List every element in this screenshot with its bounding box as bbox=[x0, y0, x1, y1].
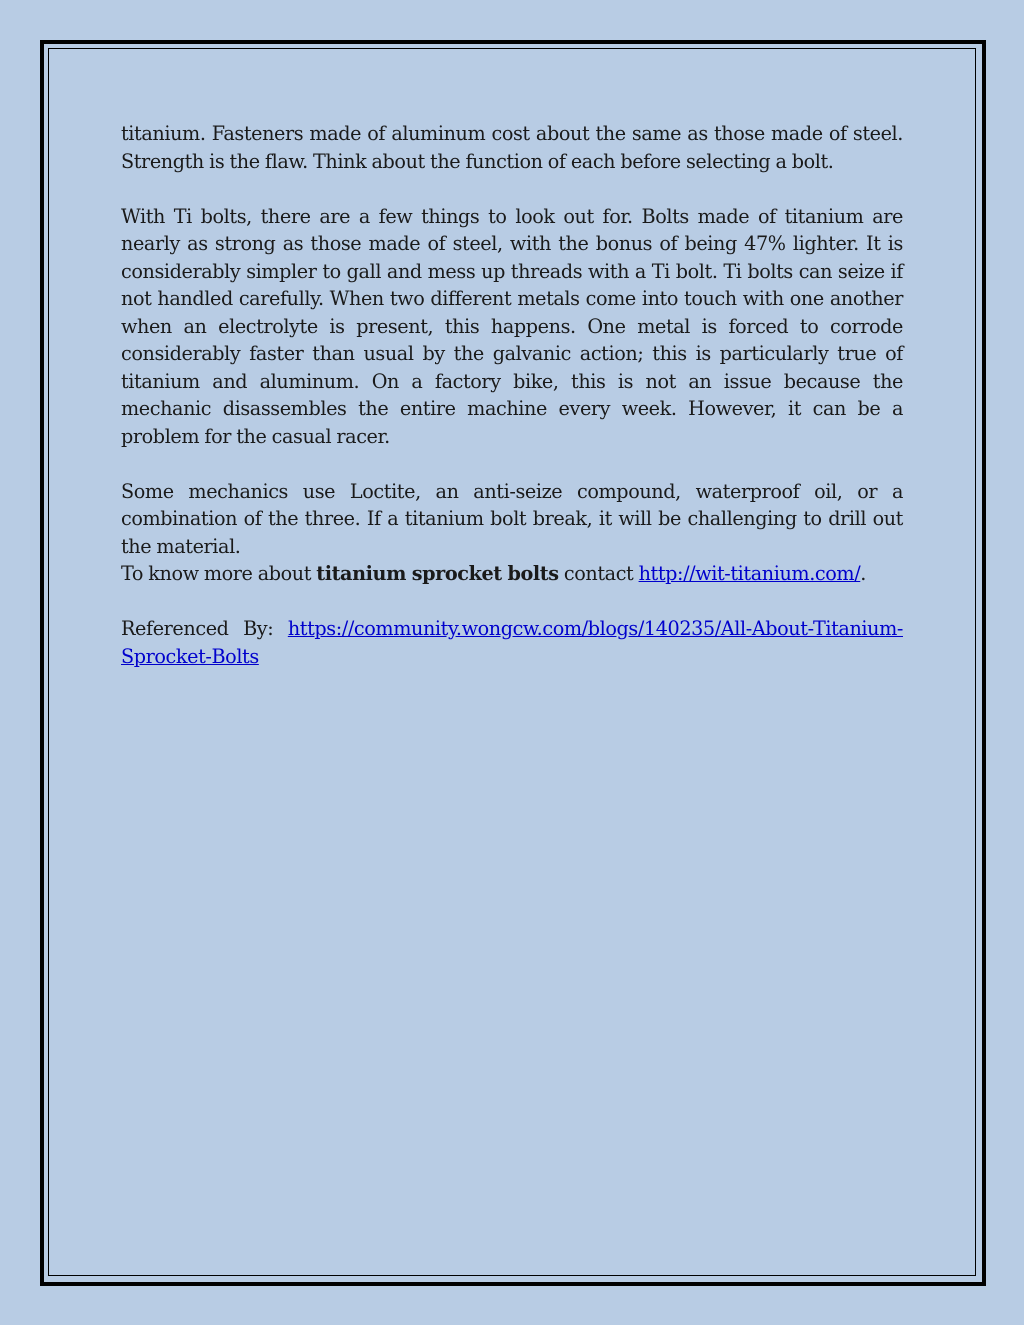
reference-label: Referenced By: bbox=[121, 617, 288, 640]
wit-titanium-link[interactable]: http://wit-titanium.com/ bbox=[638, 562, 861, 585]
paragraph-aluminum-fasteners: titanium. Fasteners made of aluminum cost about the same as those made of steel. Strength is the flaw. Think about the function of each before selecting a bolt. bbox=[121, 122, 903, 173]
contact-suffix: . bbox=[860, 562, 866, 585]
contact-middle: contact bbox=[558, 562, 639, 585]
reference-link[interactable]: https://community.wongcw.com/blogs/140235/All-About-Titanium-Sprocket-Bolts bbox=[121, 617, 903, 668]
paragraph-spacer bbox=[121, 588, 903, 616]
paragraph-spacer bbox=[121, 175, 903, 203]
contact-prefix: To know more about bbox=[121, 562, 317, 585]
paragraph-ti-bolts: With Ti bolts, there are a few things to look out for. Bolts made of titanium are nearly as strong as those made of steel, with the bonus of being 47% lighter. It is considerably simpler to gall and mess up threads with a Ti bolt. Ti bolts can seize if not handled carefully. When two different metals come into touch with one another when an electrolyte is present, this happens. One metal is forced to corrode considerably faster than usual by the galvanic action; this is particularly true of titanium and aluminum. On a factory bike, this is not an issue because the mechanic disassembles the entire machine every week. However, it can be a problem for the casual racer. bbox=[121, 204, 903, 448]
keyword-titanium-sprocket-bolts: titanium sprocket bolts bbox=[316, 562, 559, 585]
paragraph-spacer bbox=[121, 450, 903, 478]
contact-line bbox=[121, 560, 903, 588]
document-body bbox=[121, 120, 903, 670]
reference-line bbox=[121, 615, 903, 670]
paragraph-anti-seize: Some mechanics use Loctite, an anti-seize compound, waterproof oil, or a combination of the three. If a titanium bolt break, it will be challenging to drill out the material. bbox=[121, 479, 903, 558]
